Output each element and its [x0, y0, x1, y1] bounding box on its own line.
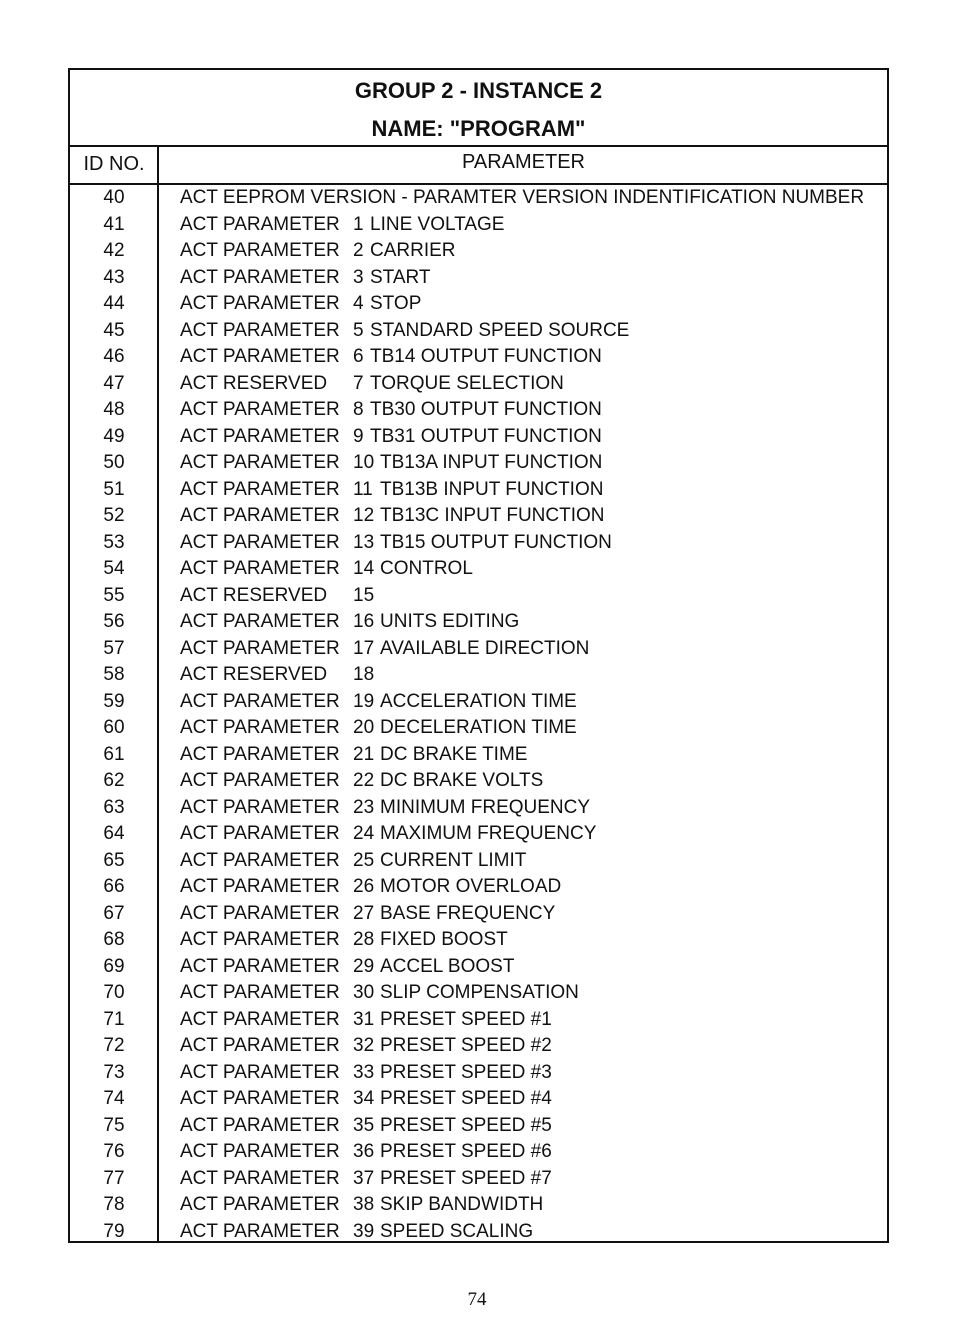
- row-parameter-number: 17: [353, 637, 375, 659]
- table-row: [70, 531, 887, 558]
- table-row: [70, 716, 887, 743]
- table-row: [70, 292, 887, 319]
- row-parameter-name: STOP: [370, 293, 422, 314]
- row-type: ACT PARAMETER: [180, 1194, 340, 1215]
- row-type: ACT PARAMETER: [180, 1035, 340, 1056]
- table-row: [70, 478, 887, 505]
- row-type: ACT PARAMETER: [180, 213, 340, 235]
- row-parameter-number: 16: [353, 611, 375, 632]
- row-parameter-name: PRESET SPEED #1: [380, 1008, 552, 1030]
- row-type: ACT PARAMETER: [180, 955, 340, 977]
- row-id: 72: [103, 1035, 125, 1056]
- row-parameter-name: CURRENT LIMIT: [380, 849, 527, 871]
- row-id: 60: [103, 717, 125, 738]
- group-name: NAME: "PROGRAM": [371, 116, 586, 141]
- row-parameter-name: DECELERATION TIME: [380, 717, 577, 738]
- row-parameter-number: 15: [353, 584, 375, 606]
- table-row: [70, 1034, 887, 1061]
- table-row: [70, 372, 887, 399]
- row-parameter-number: 28: [353, 929, 375, 950]
- row-type: ACT PARAMETER: [180, 531, 340, 553]
- row-parameter-name: CONTROL: [380, 558, 473, 579]
- row-type: ACT PARAMETER: [180, 452, 340, 473]
- row-parameter-name: STANDARD SPEED SOURCE: [370, 319, 630, 341]
- row-type: ACT PARAMETER: [180, 611, 340, 632]
- row-id: 78: [103, 1194, 125, 1215]
- row-type: ACT PARAMETER: [180, 717, 340, 738]
- row-parameter-number: 34: [353, 1088, 375, 1109]
- row-type: ACT PARAMETER: [180, 399, 340, 420]
- row-parameter-number: 22: [353, 770, 375, 791]
- row-parameter-number: 9: [353, 425, 364, 447]
- row-parameter-number: 38: [353, 1194, 375, 1215]
- table-row: [70, 610, 887, 637]
- table-row: [70, 398, 887, 425]
- column-header-parameter: PARAMETER: [462, 151, 585, 173]
- row-id: 58: [103, 664, 125, 685]
- table-row: [70, 928, 887, 955]
- row-parameter-name: MAXIMUM FREQUENCY: [380, 823, 597, 844]
- row-type: ACT RESERVED: [180, 372, 328, 394]
- row-type: ACT PARAMETER: [180, 982, 340, 1003]
- table-row: [70, 955, 887, 982]
- row-id: 66: [103, 876, 125, 897]
- row-parameter-number: 12: [353, 505, 375, 526]
- row-parameter-name: LINE VOLTAGE: [370, 213, 505, 235]
- row-type: ACT PARAMETER: [180, 1088, 340, 1109]
- row-type: ACT PARAMETER: [180, 558, 340, 579]
- row-type: ACT PARAMETER: [180, 478, 340, 500]
- row-type: ACT PARAMETER: [180, 425, 340, 447]
- row-parameter-number: 4: [353, 293, 364, 314]
- row-parameter-name: TB13C INPUT FUNCTION: [380, 505, 605, 526]
- row-parameter-number: 31: [353, 1008, 375, 1030]
- row-parameter-number: 21: [353, 743, 375, 765]
- row-parameter-number: 20: [353, 717, 375, 738]
- column-header-id: ID NO.: [83, 153, 145, 175]
- row-id: 40: [103, 187, 125, 208]
- row-parameter-name: TORQUE SELECTION: [370, 372, 564, 394]
- row-parameter-number: 32: [353, 1035, 375, 1056]
- row-parameter-name: TB14 OUTPUT FUNCTION: [370, 346, 602, 367]
- row-parameter-name: PRESET SPEED #4: [380, 1088, 552, 1109]
- row-parameter-number: 11: [353, 478, 373, 500]
- table-row: [70, 584, 887, 611]
- table-row: [70, 266, 887, 293]
- row-id: 47: [103, 372, 125, 394]
- row-id: 44: [103, 293, 125, 314]
- row-id: 77: [103, 1167, 125, 1189]
- row-parameter-name: PRESET SPEED #7: [380, 1167, 552, 1189]
- row-type: ACT PARAMETER: [180, 743, 340, 765]
- row-type: ACT PARAMETER: [180, 770, 340, 791]
- row-id: 55: [103, 584, 125, 606]
- row-parameter-name: SKIP BANDWIDTH: [380, 1194, 544, 1215]
- row-id: 64: [103, 823, 125, 844]
- row-id: 71: [103, 1008, 125, 1030]
- row-type: ACT PARAMETER: [180, 1061, 340, 1083]
- table-row: [70, 663, 887, 690]
- table-row: [70, 504, 887, 531]
- column-header-row: [70, 147, 887, 185]
- row-parameter-number: 8: [353, 399, 364, 420]
- table-row: [70, 1140, 887, 1167]
- row-id: 45: [103, 319, 125, 341]
- row-parameter-number: 37: [353, 1167, 375, 1189]
- row-parameter-name: TB13A INPUT FUNCTION: [380, 452, 603, 473]
- table-row: [70, 1087, 887, 1114]
- table-row: [70, 1061, 887, 1088]
- row-id: 52: [103, 505, 125, 526]
- row-type: ACT PARAMETER: [180, 823, 340, 844]
- row-id: 51: [103, 478, 125, 500]
- row-id: 49: [103, 425, 125, 447]
- row-type: ACT RESERVED: [180, 664, 328, 685]
- row-type: ACT PARAMETER: [180, 293, 340, 314]
- row-parameter-number: 19: [353, 690, 375, 712]
- table-row: [70, 557, 887, 584]
- row-parameter-name: START: [370, 266, 431, 288]
- table-row: [70, 822, 887, 849]
- row-type: ACT PARAMETER: [180, 929, 340, 950]
- table-row: [70, 1220, 887, 1247]
- row-type: ACT PARAMETER: [180, 876, 340, 897]
- row-id: 76: [103, 1141, 125, 1162]
- table-row: [70, 796, 887, 823]
- row-parameter-name: TB31 OUTPUT FUNCTION: [370, 425, 602, 447]
- row-parameter-number: 36: [353, 1141, 375, 1162]
- row-parameter-number: 2: [353, 240, 364, 261]
- row-parameter-number: 30: [353, 982, 375, 1003]
- table-row: [70, 875, 887, 902]
- table-row: [70, 319, 887, 346]
- row-parameter-name: CARRIER: [370, 240, 456, 261]
- row-id: 42: [103, 240, 125, 261]
- row-parameter-name: SPEED SCALING: [380, 1220, 534, 1242]
- row-parameter-name: FIXED BOOST: [380, 929, 508, 950]
- row-id: 61: [103, 743, 125, 765]
- table-row: [70, 239, 887, 266]
- row-parameter-number: 35: [353, 1114, 375, 1136]
- row-id: 54: [103, 558, 125, 579]
- row-parameter-name: PRESET SPEED #3: [380, 1061, 552, 1083]
- row-parameter-number: 39: [353, 1220, 375, 1242]
- table-row: [70, 425, 887, 452]
- row-id: 69: [103, 955, 125, 977]
- row-id: 48: [103, 399, 125, 420]
- table-row: [70, 769, 887, 796]
- row-id: 68: [103, 929, 125, 950]
- table-row: [70, 902, 887, 929]
- row-type: ACT PARAMETER: [180, 1220, 340, 1242]
- row-parameter-number: 5: [353, 319, 364, 341]
- row-parameter-number: 14: [353, 558, 375, 579]
- row-parameter-number: 33: [353, 1061, 375, 1083]
- row-id: 70: [103, 982, 125, 1003]
- row-type: ACT PARAMETER: [180, 637, 340, 659]
- row-parameter-name: ACCELERATION TIME: [380, 690, 577, 712]
- row-parameter-number: 27: [353, 902, 375, 924]
- row-parameter-name: MINIMUM FREQUENCY: [380, 796, 591, 818]
- row-parameter-name: PRESET SPEED #6: [380, 1141, 552, 1162]
- row-type: ACT RESERVED: [180, 584, 328, 606]
- row-parameter-number: 26: [353, 876, 375, 897]
- row-id: 65: [103, 849, 125, 871]
- row-parameter-name: DC BRAKE TIME: [380, 743, 528, 765]
- row-type: ACT PARAMETER: [180, 690, 340, 712]
- table-row: [70, 637, 887, 664]
- row-id: 53: [103, 531, 125, 553]
- row-id: 56: [103, 611, 125, 632]
- table-row: [70, 1167, 887, 1194]
- row-parameter-number: 25: [353, 849, 375, 871]
- table-row: [70, 690, 887, 717]
- row-parameter-name: PRESET SPEED #2: [380, 1035, 552, 1056]
- page-number: 74: [467, 1289, 487, 1310]
- table-row: [70, 1008, 887, 1035]
- row-type: ACT PARAMETER: [180, 505, 340, 526]
- row-parameter-number: 18: [353, 664, 375, 685]
- row-parameter-number: 6: [353, 346, 364, 367]
- row-parameter-number: 1: [353, 213, 364, 235]
- row-type: ACT PARAMETER: [180, 1167, 340, 1189]
- row-type: ACT PARAMETER: [180, 1114, 340, 1136]
- row-type: ACT PARAMETER: [180, 902, 340, 924]
- table-row: [70, 849, 887, 876]
- row-type: ACT PARAMETER: [180, 1141, 340, 1162]
- row-parameter-name: PRESET SPEED #5: [380, 1114, 552, 1136]
- row-id: 57: [103, 637, 125, 659]
- parameter-table: [68, 68, 889, 1243]
- row-id: 41: [103, 213, 125, 235]
- row-type: ACT PARAMETER: [180, 319, 340, 341]
- table-row: [70, 345, 887, 372]
- row-id: 62: [103, 770, 125, 791]
- table-row: [70, 743, 887, 770]
- row-parameter-name: TB13B INPUT FUNCTION: [380, 478, 604, 500]
- row-parameter-name: UNITS EDITING: [380, 611, 520, 632]
- row-parameter-number: 3: [353, 266, 364, 288]
- row-parameter-number: 24: [353, 823, 375, 844]
- row-id: 43: [103, 266, 125, 288]
- table-row: [70, 1193, 887, 1220]
- row-type: ACT PARAMETER: [180, 240, 340, 261]
- row-type: ACT PARAMETER: [180, 266, 340, 288]
- table-row: [70, 981, 887, 1008]
- row-type: ACT PARAMETER: [180, 1008, 340, 1030]
- row-parameter-number: 10: [353, 452, 375, 473]
- row-id: 50: [103, 452, 125, 473]
- row-parameter-name: TB30 OUTPUT FUNCTION: [370, 399, 602, 420]
- row-parameter-number: 29: [353, 955, 375, 977]
- table-row: [70, 451, 887, 478]
- row-id: 73: [103, 1061, 125, 1083]
- row-id: 46: [103, 346, 125, 367]
- row-description: ACT EEPROM VERSION - PARAMTER VERSION INDENTIFICATION NUMBER: [180, 187, 865, 208]
- row-parameter-number: 7: [353, 372, 364, 394]
- row-parameter-name: SLIP COMPENSATION: [380, 982, 579, 1003]
- table-title-block: [70, 70, 887, 147]
- row-parameter-name: ACCEL BOOST: [380, 955, 515, 977]
- row-parameter-name: DC BRAKE VOLTS: [380, 770, 544, 791]
- row-parameter-number: 23: [353, 796, 375, 818]
- row-parameter-name: MOTOR OVERLOAD: [380, 876, 562, 897]
- table-row: [70, 1114, 887, 1141]
- row-parameter-name: AVAILABLE DIRECTION: [380, 637, 590, 659]
- row-id: 75: [103, 1114, 125, 1136]
- row-id: 59: [103, 690, 125, 712]
- group-title: GROUP 2 - INSTANCE 2: [354, 78, 603, 103]
- table-row: [70, 186, 887, 213]
- row-parameter-name: BASE FREQUENCY: [380, 902, 556, 924]
- row-id: 74: [103, 1088, 125, 1109]
- table-row: [70, 213, 887, 240]
- row-id: 67: [103, 902, 125, 924]
- row-type: ACT PARAMETER: [180, 849, 340, 871]
- row-id: 63: [103, 796, 125, 818]
- row-parameter-name: TB15 OUTPUT FUNCTION: [380, 531, 612, 553]
- row-type: ACT PARAMETER: [180, 346, 340, 367]
- row-type: ACT PARAMETER: [180, 796, 340, 818]
- row-id: 79: [103, 1220, 125, 1242]
- row-parameter-number: 13: [353, 531, 375, 553]
